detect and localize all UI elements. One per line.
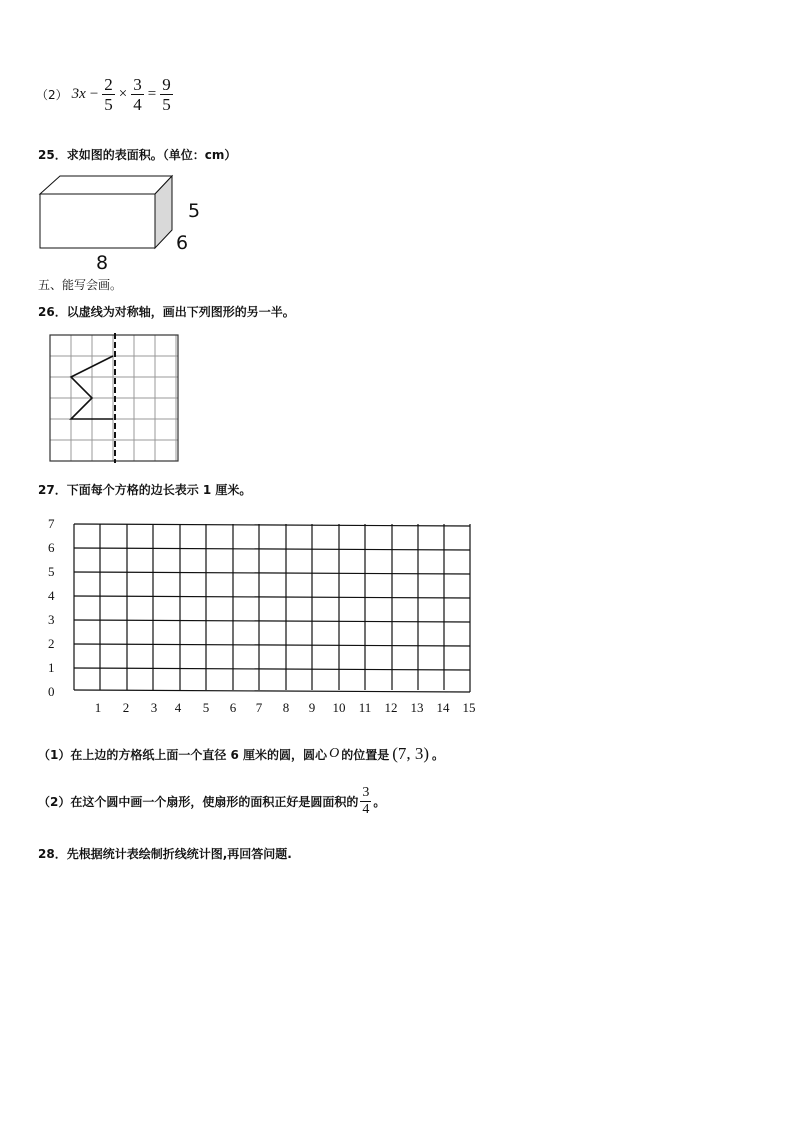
square-grid-paper <box>70 520 474 696</box>
cuboid-front-face <box>40 194 155 248</box>
section-heading: 五、能写会画。 <box>38 278 123 292</box>
equals-sign: = <box>147 86 157 102</box>
x-label: 8 <box>282 700 290 715</box>
x-label: 15 <box>462 700 476 715</box>
question-27-part-2 <box>38 786 385 817</box>
y-label: 2 <box>48 636 55 651</box>
x-label: 1 <box>94 700 102 715</box>
y-label: 4 <box>48 588 55 603</box>
x-axis-labels <box>0 700 794 716</box>
x-label: 11 <box>358 700 372 715</box>
fraction-3-4 <box>131 76 144 113</box>
grid-horizontal-lines <box>74 524 470 692</box>
part-2-end: 。 <box>373 795 386 809</box>
center-variable: O <box>329 746 340 761</box>
fraction-numerator: 2 <box>104 75 113 94</box>
x-label: 5 <box>202 700 210 715</box>
times-sign: × <box>118 86 128 102</box>
fraction-denominator: 4 <box>362 802 370 817</box>
x-label: 2 <box>122 700 130 715</box>
x-label: 3 <box>150 700 158 715</box>
cuboid-top-face <box>40 176 172 194</box>
x-label: 9 <box>308 700 316 715</box>
x-label: 4 <box>174 700 182 715</box>
x-label: 12 <box>384 700 398 715</box>
part-1-text-mid: 的位置是 <box>341 747 390 762</box>
symmetry-grid <box>48 333 182 465</box>
question-27-part-1 <box>38 744 444 764</box>
question-27: 27．下面每个方格的边长表示 1 厘米。 <box>38 483 252 497</box>
dimension-length: 8 <box>96 252 109 274</box>
part-1-text: （1）在上边的方格纸上面一个直径 6 厘米的圆，圆心 <box>38 747 328 762</box>
part-2-text: （2）在这个圆中画一个扇形，使扇形的面积正好是圆面积的 <box>38 795 359 809</box>
cuboid-figure <box>30 168 220 278</box>
fraction-9-5 <box>160 76 173 113</box>
x-label: 13 <box>410 700 424 715</box>
equation-term: 3x <box>71 86 86 102</box>
fraction-denominator: 4 <box>133 95 142 114</box>
minus-sign: − <box>89 86 99 102</box>
x-label: 6 <box>229 700 237 715</box>
question-25: 25．求如图的表面积。（单位：cm） <box>38 148 237 162</box>
dimension-height: 5 <box>188 200 201 222</box>
y-label: 3 <box>48 612 55 627</box>
fraction-numerator: 9 <box>162 75 171 94</box>
question-26: 26．以虚线为对称轴，画出下列图形的另一半。 <box>38 305 295 319</box>
x-label: 7 <box>255 700 263 715</box>
fraction-3-4 <box>360 786 371 817</box>
fraction-numerator: 3 <box>362 785 370 800</box>
question-28: 28．先根据统计表绘制折线统计图,再回答问题. <box>38 847 292 861</box>
part-1-end: 。 <box>432 747 445 762</box>
x-label: 14 <box>436 700 450 715</box>
dimension-depth: 6 <box>176 232 189 254</box>
y-label: 6 <box>48 540 55 555</box>
fraction-numerator: 3 <box>133 75 142 94</box>
y-label: 7 <box>48 516 55 531</box>
fraction-denominator: 5 <box>162 95 171 114</box>
fraction-2-5 <box>102 76 115 113</box>
y-label: 5 <box>48 564 55 579</box>
equation-label: （2） <box>36 88 68 102</box>
x-label: 10 <box>332 700 346 715</box>
fraction-denominator: 5 <box>104 95 113 114</box>
center-coordinate: (7, 3) <box>392 744 430 763</box>
equation-2 <box>36 76 173 113</box>
y-label: 1 <box>48 660 55 675</box>
y-label: 0 <box>48 684 55 699</box>
